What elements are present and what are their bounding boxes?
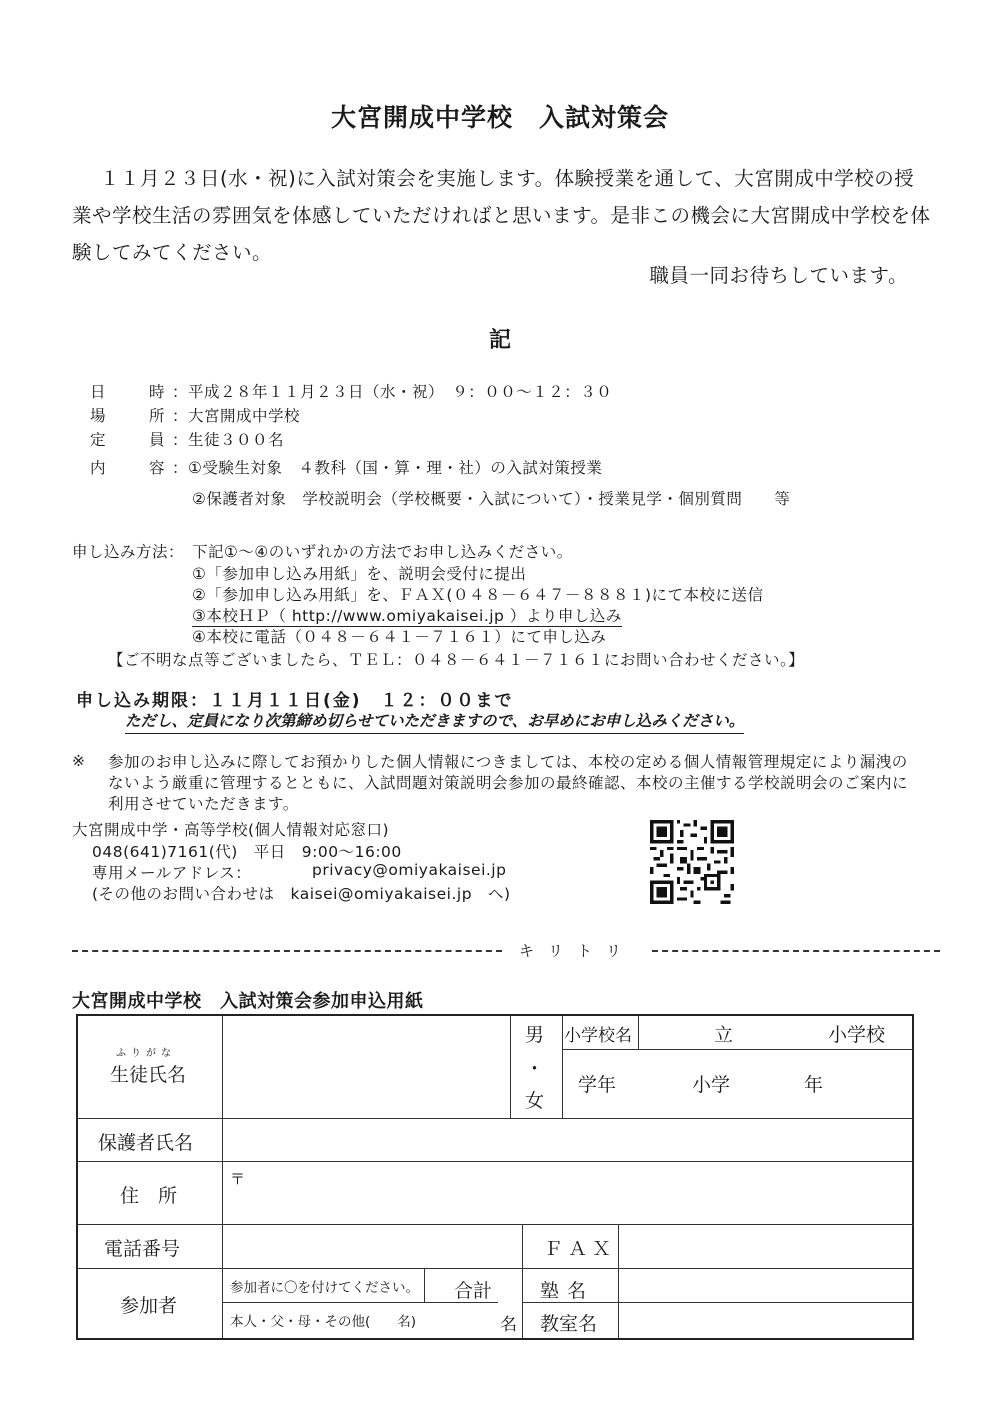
- phone-field[interactable]: [223, 1225, 521, 1267]
- classroom-label: 教室名: [540, 1313, 598, 1335]
- apply-method-2: ②「参加申し込み用紙」を、ＦＡＸ(０４８－６４７－８８８１)にて本校に送信: [192, 586, 764, 604]
- student-name-label: 生徒氏名: [110, 1064, 187, 1086]
- privacy-mail[interactable]: privacy@omiyakaisei.jp: [312, 861, 507, 879]
- cut-line-left: [72, 950, 502, 952]
- detail-place: ：大宮開成中学校: [172, 407, 301, 425]
- apply-intro: 下記①～④のいずれかの方法でお申し込みください。: [192, 543, 573, 561]
- place-char-1: 場: [90, 407, 107, 425]
- grade-label: 学年: [578, 1074, 617, 1096]
- apply-method-3[interactable]: ③本校ＨＰ（ http://www.omiyakaisei.jp ）より申し込み: [192, 604, 622, 627]
- school-label-line: [638, 1016, 639, 1049]
- capacity-char-2: 員: [148, 431, 165, 449]
- apply-label: 申し込み方法：: [72, 543, 185, 561]
- participants-label: 参加者: [120, 1295, 178, 1317]
- application-form: [76, 1014, 914, 1340]
- gender-male[interactable]: 男: [525, 1024, 545, 1046]
- participants-note: 参加者に〇を付けてください。: [230, 1280, 419, 1296]
- detail-date: ：平成２８年１１月２３日（水・祝） ９：００～１２：３０: [172, 383, 613, 401]
- address-field[interactable]: [223, 1162, 913, 1223]
- gender-female[interactable]: 女: [525, 1090, 545, 1112]
- detail-label-date: [90, 380, 165, 402]
- page-title: 大宮開成中学校 入試対策会: [330, 103, 669, 132]
- privacy-text: 参加のお申し込みに際してお預かりした個人情報につきましては、本校の定める個人情報管理規定により漏洩のないよう厳重に管理するとともに、入試問題対策説明会参加の最終確認、本校の主催する学校説明会のご案内に利用させていただきます。: [108, 753, 909, 813]
- gender-col-line-right: [562, 1016, 563, 1118]
- total-label: 合計: [454, 1280, 493, 1302]
- detail-label-capacity: [90, 428, 165, 450]
- grade-value: 小学: [692, 1074, 731, 1096]
- deadline-note: ただし、定員になり次第締め切らせていただきますので、お早めにお申し込みください。: [125, 709, 744, 734]
- address-label: 住 所: [120, 1185, 178, 1207]
- fax-field[interactable]: [619, 1225, 913, 1267]
- apply-method-4: ④本校に電話（０４８－６４１－７１６１）にて申し込み: [192, 628, 607, 646]
- intro-paragraph: [72, 160, 932, 271]
- participants-options[interactable]: 本人・父・母・その他( 名): [230, 1314, 417, 1330]
- juku-col-line-left: [522, 1268, 523, 1338]
- grade-suffix: 年: [804, 1074, 824, 1096]
- juku-field[interactable]: [619, 1269, 913, 1301]
- cut-label: キリトリ: [502, 940, 652, 961]
- deadline-main: 申し込み期限：１１月１１日(金) １２：００まで: [76, 691, 514, 711]
- place-char-2: 所: [148, 407, 165, 425]
- apply-inquiry: 【ご不明な点等ございましたら、ＴＥＬ：０４８－６４１－７１６１にお問い合わせください。】: [108, 651, 805, 669]
- apply-method-1: ①「参加申し込み用紙」を、説明会受付に提出: [192, 565, 527, 583]
- fax-label: ＦＡＸ: [544, 1238, 617, 1260]
- ki-heading: 記: [488, 328, 511, 353]
- detail-capacity: ：生徒３００名: [172, 431, 285, 449]
- form-title: 大宮開成中学校 入試対策会参加申込用紙: [72, 991, 424, 1012]
- postal-mark: 〒: [230, 1170, 246, 1188]
- gender-dot: ・: [525, 1058, 545, 1080]
- intro-sign: 職員一同お待ちしています。: [649, 264, 908, 287]
- detail-content-1: ：①受験生対象 ４教科（国・算・理・社）の入試対策授業: [172, 459, 603, 477]
- privacy-mail-label: 専用メールアドレス：: [92, 864, 252, 882]
- guardian-label: 保護者氏名: [98, 1132, 194, 1154]
- gender-col-line-left: [510, 1016, 511, 1118]
- total-unit: 名: [500, 1315, 517, 1335]
- privacy-office: 大宮開成中学・高等学校(個人情報対応窓口): [72, 821, 390, 839]
- fax-col-line-left: [522, 1224, 523, 1268]
- detail-label-place: [90, 404, 165, 426]
- content-char-1: 内: [90, 459, 107, 477]
- student-name-field[interactable]: [223, 1017, 509, 1117]
- privacy-mark: ※: [72, 752, 86, 770]
- intro-text: １１月２３日(水・祝)に入試対策会を実施します。体験授業を通して、大宮開成中学校の授業や学校生活の雰囲気を体感していただければと思います。是非この機会に大宮開成中学校を体験してみてください。: [72, 167, 931, 264]
- detail-label-content: [90, 456, 165, 478]
- date-char-1: 日: [90, 383, 107, 401]
- privacy-tel: 048(641)7161(代) 平日 9:00～16:00: [92, 843, 402, 861]
- classroom-field[interactable]: [619, 1303, 913, 1336]
- cut-line-right: [652, 950, 940, 952]
- school-suffix: 小学校: [828, 1024, 886, 1046]
- school-ritsu: 立: [714, 1024, 734, 1046]
- cut-line: [72, 940, 940, 960]
- juku-label: 塾名: [540, 1280, 595, 1302]
- qr-code-icon: [650, 820, 734, 904]
- student-ruby: ふりがな: [116, 1048, 176, 1059]
- date-char-2: 時: [148, 383, 165, 401]
- privacy-other: (その他のお問い合わせは kaisei@omiyakaisei.jp へ): [92, 885, 511, 903]
- total-col-line: [424, 1268, 425, 1302]
- school-row-line: [562, 1049, 914, 1050]
- school-name-label: 小学校名: [564, 1026, 632, 1046]
- guardian-name-field[interactable]: [223, 1119, 913, 1160]
- capacity-char-1: 定: [90, 431, 107, 449]
- content-char-2: 容: [148, 459, 165, 477]
- phone-label: 電話番号: [104, 1238, 181, 1260]
- detail-content-2: ②保護者対象 学校説明会（学校概要・入試について）・授業見学・個別質問 等: [192, 490, 791, 508]
